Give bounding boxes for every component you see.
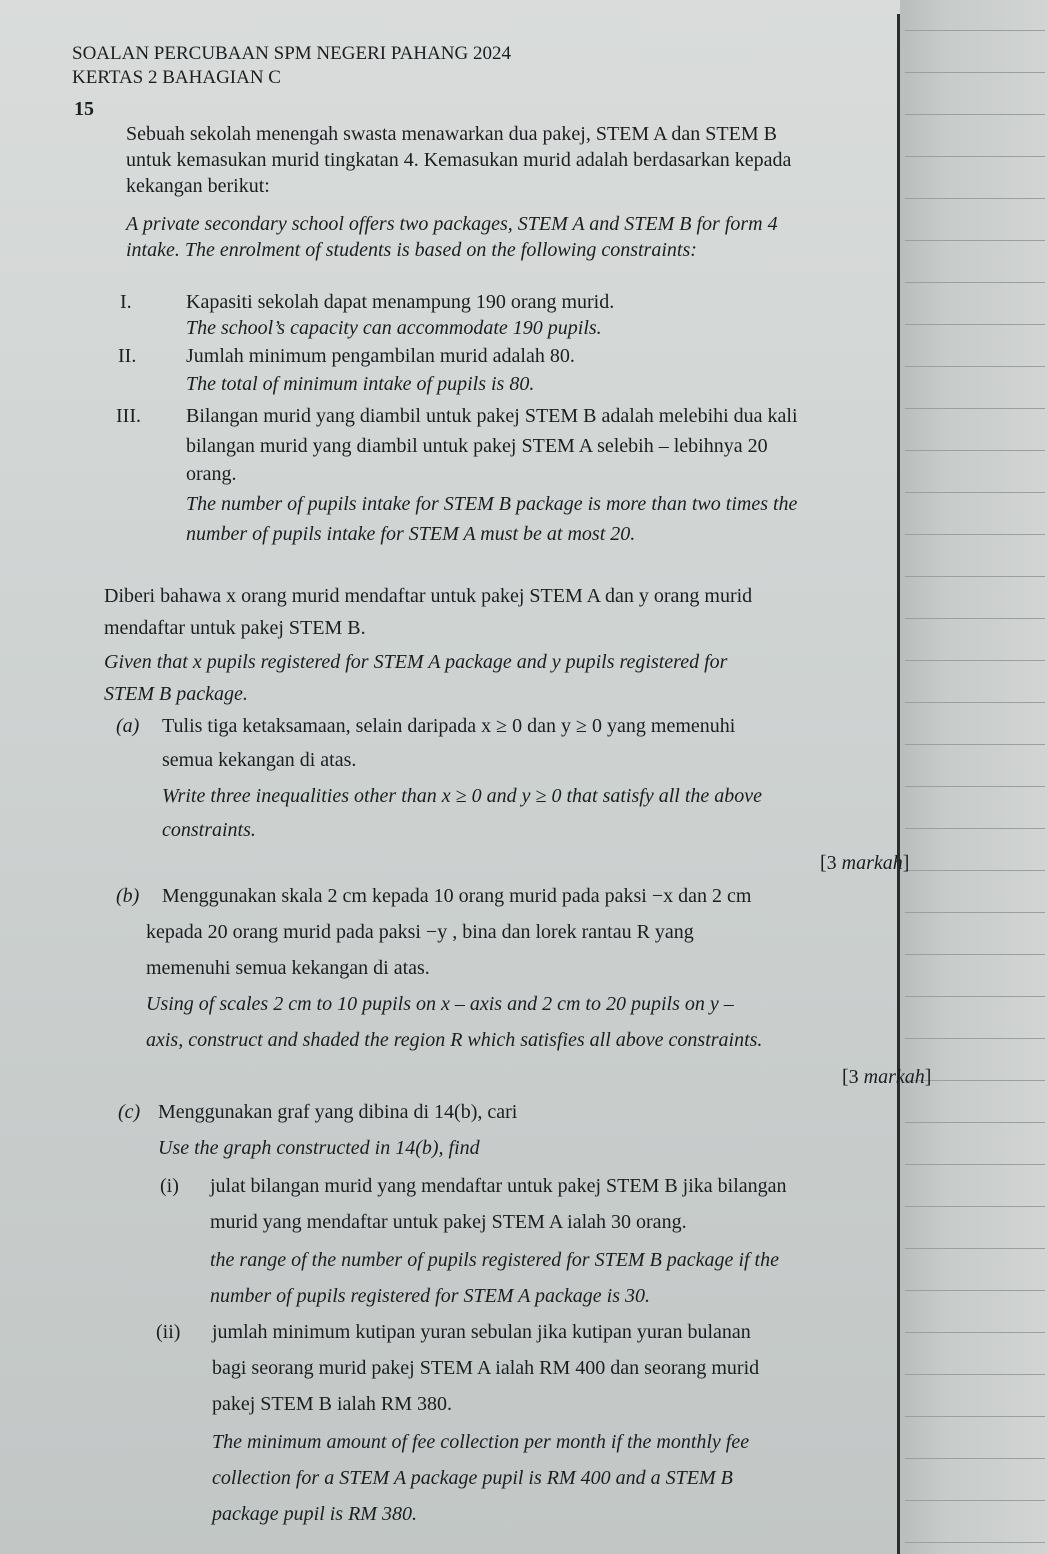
part-c-ii-ms-line: bagi seorang murid pakej STEM A ialah RM 400 dan seorang murid [212,1357,760,1379]
graph-paper-tick [905,1332,1045,1333]
part-b-ms-line: Menggunakan skala 2 cm kepada 10 orang murid pada paksi −x dan 2 cm [162,885,752,907]
graph-paper-tick [905,1458,1045,1459]
intro-ms-line: untuk kemasukan murid tingkatan 4. Kemasukan murid adalah berdasarkan kepada [126,149,792,171]
graph-paper-tick [905,1542,1045,1543]
part-a-en-line: Write three inequalities other than x ≥ 0 and y ≥ 0 that satisfy all the above [162,785,763,807]
header-line-2: KERTAS 2 BAHAGIAN C [72,67,281,88]
graph-paper-tick [905,702,1045,703]
graph-paper-tick [905,870,1045,871]
part-c-ii-ms-line: pakej STEM B ialah RM 380. [212,1393,452,1415]
graph-paper-tick [905,1290,1045,1291]
part-c-i-label: (i) [160,1175,179,1197]
graph-paper-tick [905,282,1045,283]
part-c-i-ms-line: murid yang mendaftar untuk pakej STEM A ialah 30 orang. [210,1211,687,1233]
header-line-1: SOALAN PERCUBAAN SPM NEGERI PAHANG 2024 [72,43,511,64]
graph-paper-tick [905,1206,1045,1207]
part-b-en-line: Using of scales 2 cm to 10 pupils on x – axis and 2 cm to 20 pupils on y – [146,993,734,1015]
graph-paper-tick [905,1038,1045,1039]
page-edge-line [897,14,900,1554]
graph-paper-tick [905,1122,1045,1123]
graph-paper-tick [905,744,1045,745]
intro-en-line: intake. The enrolment of students is based on the following constraints: [126,239,697,261]
intro-ms-line: Sebuah sekolah menengah swasta menawarkan dua pakej, STEM A dan STEM B [126,123,777,145]
constraint-ms-line: orang. [186,463,237,485]
graph-paper-tick [905,1164,1045,1165]
graph-paper-tick [905,114,1045,115]
graph-paper-edge [900,0,1048,1554]
part-b-ms-line: memenuhi semua kekangan di atas. [146,957,430,979]
graph-paper-tick [905,912,1045,913]
graph-paper-tick [905,996,1045,997]
constraint-number: III. [116,405,141,427]
part-b-label: (b) [116,885,140,907]
part-c-i-en-line: number of pupils registered for STEM A package is 30. [210,1285,650,1307]
graph-paper-tick [905,30,1045,31]
graph-paper-tick [905,618,1045,619]
constraint-number: II. [118,345,137,367]
part-c-i-en-line: the range of the number of pupils registered for STEM B package if the [210,1249,779,1271]
constraint-ms-line: bilangan murid yang diambil untuk pakej STEM A selebih – lebihnya 20 [186,435,768,457]
given-ms-line: Diberi bahawa x orang murid mendaftar untuk pakej STEM A dan y orang murid [104,585,753,607]
graph-paper-tick [905,450,1045,451]
graph-paper-tick [905,198,1045,199]
constraint-ms-line: Jumlah minimum pengambilan murid adalah 80. [186,345,575,367]
graph-paper-tick [905,492,1045,493]
graph-paper-tick [905,828,1045,829]
constraint-en-line: The school’s capacity can accommodate 190 pupils. [186,317,602,339]
part-a-label: (a) [116,715,140,737]
given-ms-line: mendaftar untuk pakej STEM B. [104,617,366,639]
part-c-label: (c) [118,1101,141,1123]
graph-paper-tick [905,1416,1045,1417]
intro-en-line: A private secondary school offers two packages, STEM A and STEM B for form 4 [126,213,778,235]
graph-paper-tick [905,72,1045,73]
part-c-i-ms-line: julat bilangan murid yang mendaftar untuk pakej STEM B jika bilangan [210,1175,787,1197]
part-c-ms: Menggunakan graf yang dibina di 14(b), cari [158,1101,518,1123]
graph-paper-tick [905,954,1045,955]
graph-paper-tick [905,1500,1045,1501]
part-c-ii-en-line: package pupil is RM 380. [212,1503,417,1525]
graph-paper-tick [905,366,1045,367]
graph-paper-tick [905,156,1045,157]
graph-paper-tick [905,408,1045,409]
part-a-ms-line: Tulis tiga ketaksamaan, selain daripada x ≥ 0 dan y ≥ 0 yang memenuhi [162,715,736,737]
graph-paper-tick [905,534,1045,535]
graph-paper-tick [905,240,1045,241]
constraint-en-line: The number of pupils intake for STEM B package is more than two times the [186,493,798,515]
part-c-en: Use the graph constructed in 14(b), find [158,1137,480,1159]
graph-paper-tick [905,1374,1045,1375]
part-a-marks: [3 markah] [820,852,910,874]
constraint-en-line: The total of minimum intake of pupils is 80. [186,373,535,395]
part-b-marks: [3 markah] [842,1066,932,1088]
graph-paper-tick [905,1248,1045,1249]
graph-paper-tick [905,324,1045,325]
constraint-number: I. [120,291,132,313]
part-c-ii-label: (ii) [156,1321,181,1343]
part-c-ii-en-line: collection for a STEM A package pupil is RM 400 and a STEM B [212,1467,733,1489]
given-en-line: Given that x pupils registered for STEM A package and y pupils registered for [104,651,728,673]
constraint-en-line: number of pupils intake for STEM A must be at most 20. [186,523,636,545]
graph-paper-tick [905,660,1045,661]
part-c-ii-en-line: The minimum amount of fee collection per month if the monthly fee [212,1431,750,1453]
given-en-line: STEM B package. [104,683,248,705]
constraint-ms-line: Bilangan murid yang diambil untuk pakej STEM B adalah melebihi dua kali [186,405,798,427]
part-b-ms-line: kepada 20 orang murid pada paksi −y , bina dan lorek rantau R yang [146,921,694,943]
part-a-en-line: constraints. [162,819,256,841]
graph-paper-tick [905,576,1045,577]
constraint-ms-line: Kapasiti sekolah dapat menampung 190 orang murid. [186,291,615,313]
intro-ms-line: kekangan berikut: [126,175,270,197]
question-number: 15 [74,98,94,120]
part-b-en-line: axis, construct and shaded the region R which satisfies all above constraints. [146,1029,763,1051]
part-c-ii-ms-line: jumlah minimum kutipan yuran sebulan jika kutipan yuran bulanan [212,1321,751,1343]
graph-paper-tick [905,786,1045,787]
part-a-ms-line: semua kekangan di atas. [162,749,357,771]
